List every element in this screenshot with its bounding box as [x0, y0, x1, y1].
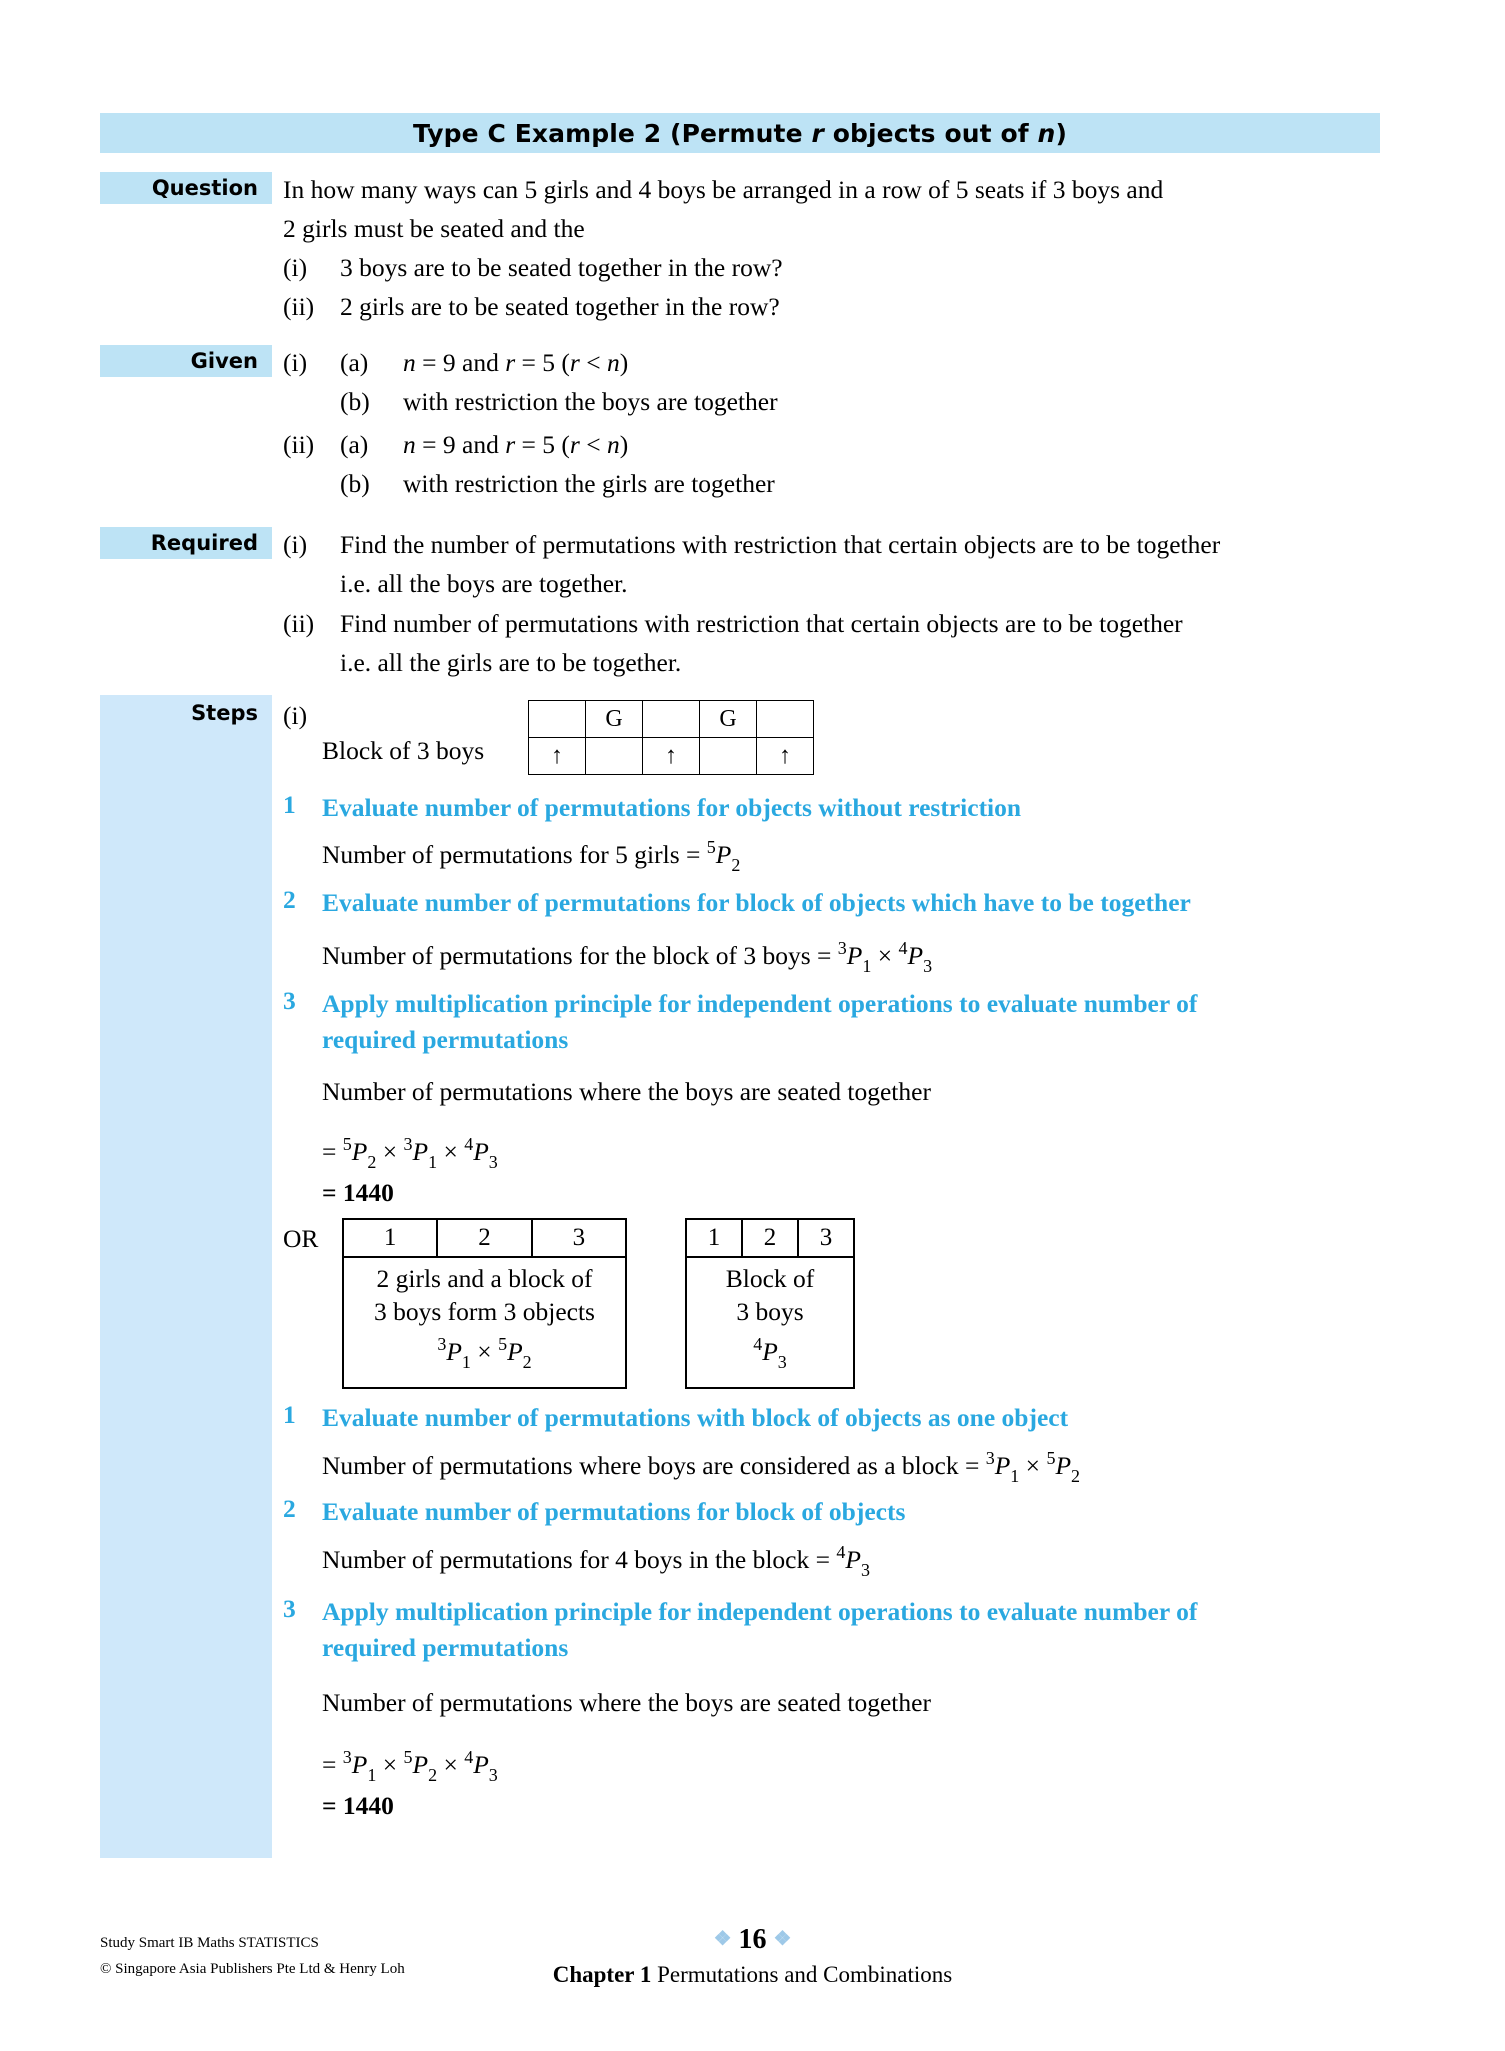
or-box-left-line-1: 2 girls and a block of: [376, 1264, 593, 1293]
step-3-equation-1: = $^5P_2 \times ^3P_1 \times ^4P_3$: [322, 1134, 498, 1172]
alt-step-3-equation-1: = $^3P_1 \times ^5P_2 \times ^4P_3$: [322, 1747, 498, 1785]
section-label-steps-text: Steps: [191, 701, 258, 725]
seat-grid-cell: [643, 701, 700, 738]
or-box-left-header: [344, 1220, 625, 1258]
seat-grid-cell: G: [700, 701, 757, 738]
seat-grid-cell: [586, 738, 643, 775]
title-suffix: ): [1055, 118, 1067, 148]
step-1-body: Number of permutations for 5 girls = $^5P_2$: [322, 837, 741, 875]
step-1-number: 1: [283, 790, 296, 819]
title-prefix: Type C Example 2 (Permute: [413, 118, 812, 148]
or-box-left-body: [344, 1258, 625, 1387]
given-group-0-row-1-text: with restriction the boys are together: [403, 387, 778, 416]
section-label-steps: [100, 695, 272, 1858]
step-2-body: Number of permutations for the block of 3 boys = $^3P_1 \times ^4P_3$: [322, 938, 933, 976]
page-number: 16: [738, 1924, 767, 1955]
required-item-1-marker: (ii): [283, 609, 315, 638]
alt-step-3-equation-2: = 1440: [322, 1791, 394, 1820]
or-box-right-header-cell: 3: [819, 1224, 833, 1251]
page-title: [413, 119, 1067, 148]
step-2-number: 2: [283, 885, 296, 914]
seat-grid-table: [528, 700, 814, 775]
seat-grid-cell: ↑: [757, 738, 814, 775]
footer-chapter-label: Chapter 1: [552, 1962, 652, 1987]
footer-chapter-title: Permutations and Combinations: [657, 1962, 953, 1987]
or-box-right-header-cell: 1: [687, 1220, 743, 1256]
example-title-banner: [100, 113, 1380, 153]
section-label-given-text: Given: [190, 349, 258, 373]
step-1-heading: Evaluate number of permutations for objects without restriction: [322, 793, 1022, 822]
or-box-left-line-2: 3 boys form 3 objects: [374, 1297, 595, 1326]
section-label-required-text: Required: [150, 531, 258, 555]
question-item-1-marker: (ii): [283, 292, 315, 321]
page-number-block: [0, 1924, 1505, 1956]
or-box-right-body: [687, 1258, 853, 1387]
given-group-0-row-0-text: n = 9 and r = 5 (r < n): [403, 348, 629, 377]
question-item-1-text: 2 girls are to be seated together in the row?: [340, 292, 780, 321]
seat-grid-cell: [700, 738, 757, 775]
alt-step-3-heading-line-2: required permutations: [322, 1633, 569, 1662]
seat-grid-cell: [757, 701, 814, 738]
given-group-0-row-1-marker: (b): [340, 387, 370, 416]
required-item-0-line-1: Find the number of permutations with restriction that certain objects are to be together: [340, 530, 1221, 559]
or-box-left-header-cell: 2: [438, 1220, 532, 1256]
step-3-equation-2: = 1440: [322, 1178, 394, 1207]
question-line-2: 2 girls must be seated and the: [283, 214, 585, 243]
step-3-heading-line-2: required permutations: [322, 1025, 569, 1054]
seat-grid-cell: [529, 701, 586, 738]
footer-book-title: Study Smart IB Maths STATISTICS: [100, 1935, 319, 1951]
given-group-1-row-1-text: with restriction the girls are together: [403, 469, 775, 498]
footer-copyright: © Singapore Asia Publishers Pte Ltd & Henry Loh: [100, 1961, 405, 1977]
or-label: OR: [283, 1224, 319, 1253]
diamond-right-icon: ❖: [773, 1928, 792, 1950]
question-item-0-marker: (i): [283, 253, 308, 282]
given-group-0-marker: (i): [283, 348, 308, 377]
footer-chapter: [0, 1962, 1505, 1988]
seat-grid-row-top: [529, 701, 814, 738]
title-var-r: r: [811, 118, 824, 148]
or-box-right-header: [687, 1220, 853, 1258]
seat-grid-caption: Block of 3 boys: [322, 736, 485, 765]
or-box-right-header-cell: 2: [743, 1220, 799, 1256]
or-box-right-line-2: 3 boys: [736, 1297, 804, 1326]
given-group-1-row-0-text: n = 9 and r = 5 (r < n): [403, 430, 629, 459]
required-item-0-line-2: i.e. all the boys are together.: [340, 569, 628, 598]
alt-step-2-body: Number of permutations for 4 boys in the block = $^4P_3$: [322, 1542, 870, 1580]
section-label-question: [100, 172, 272, 204]
diamond-left-icon: ❖: [713, 1928, 732, 1950]
or-box-left-formula: $^3P_1 \times ^5P_2$: [437, 1334, 532, 1372]
or-box-left-header-cell: 1: [344, 1220, 438, 1256]
section-label-given: [100, 345, 272, 377]
title-mid: objects out of: [823, 118, 1038, 148]
required-item-0-marker: (i): [283, 530, 308, 559]
given-group-1-row-0-marker: (a): [340, 430, 369, 459]
given-group-1-row-1-marker: (b): [340, 469, 370, 498]
step-3-number: 3: [283, 986, 296, 1015]
seat-grid-cell: G: [586, 701, 643, 738]
section-label-question-text: Question: [151, 176, 258, 200]
alt-step-2-heading: Evaluate number of permutations for block of objects: [322, 1497, 906, 1526]
seat-grid-cell: ↑: [643, 738, 700, 775]
alt-step-2-number: 2: [283, 1494, 296, 1523]
step-3-body: Number of permutations where the boys are seated together: [322, 1077, 931, 1106]
alt-step-1-number: 1: [283, 1400, 296, 1429]
or-box-left-header-cell: 3: [572, 1224, 586, 1251]
question-line-1: In how many ways can 5 girls and 4 boys be arranged in a row of 5 seats if 3 boys and: [283, 175, 1164, 204]
step-3-heading-line-1: Apply multiplication principle for independent operations to evaluate number of: [322, 989, 1198, 1018]
step-2-heading: Evaluate number of permutations for block of objects which have to be together: [322, 888, 1191, 917]
steps-part-marker: (i): [283, 701, 308, 730]
or-box-right: [685, 1218, 855, 1389]
or-box-right-line-1: Block of: [725, 1264, 815, 1293]
alt-step-1-heading: Evaluate number of permutations with block of objects as one object: [322, 1403, 1069, 1432]
title-var-n: n: [1037, 118, 1056, 148]
required-item-1-line-2: i.e. all the girls are to be together.: [340, 648, 682, 677]
section-label-required: [100, 527, 272, 559]
alt-step-3-body: Number of permutations where the boys are seated together: [322, 1688, 931, 1717]
required-item-1-line-1: Find number of permutations with restriction that certain objects are to be together: [340, 609, 1183, 638]
given-group-1-marker: (ii): [283, 430, 315, 459]
alt-step-3-heading-line-1: Apply multiplication principle for independent operations to evaluate number of: [322, 1597, 1198, 1626]
given-group-0-row-0-marker: (a): [340, 348, 369, 377]
question-item-0-text: 3 boys are to be seated together in the row?: [340, 253, 783, 282]
seat-grid-cell: ↑: [529, 738, 586, 775]
alt-step-1-body: Number of permutations where boys are considered as a block = $^3P_1 \times ^5P_2$: [322, 1448, 1081, 1486]
seat-grid-row-bottom: [529, 738, 814, 775]
alt-step-3-number: 3: [283, 1594, 296, 1623]
or-box-left: [342, 1218, 627, 1389]
or-box-right-formula: $^4P_3$: [753, 1334, 787, 1372]
